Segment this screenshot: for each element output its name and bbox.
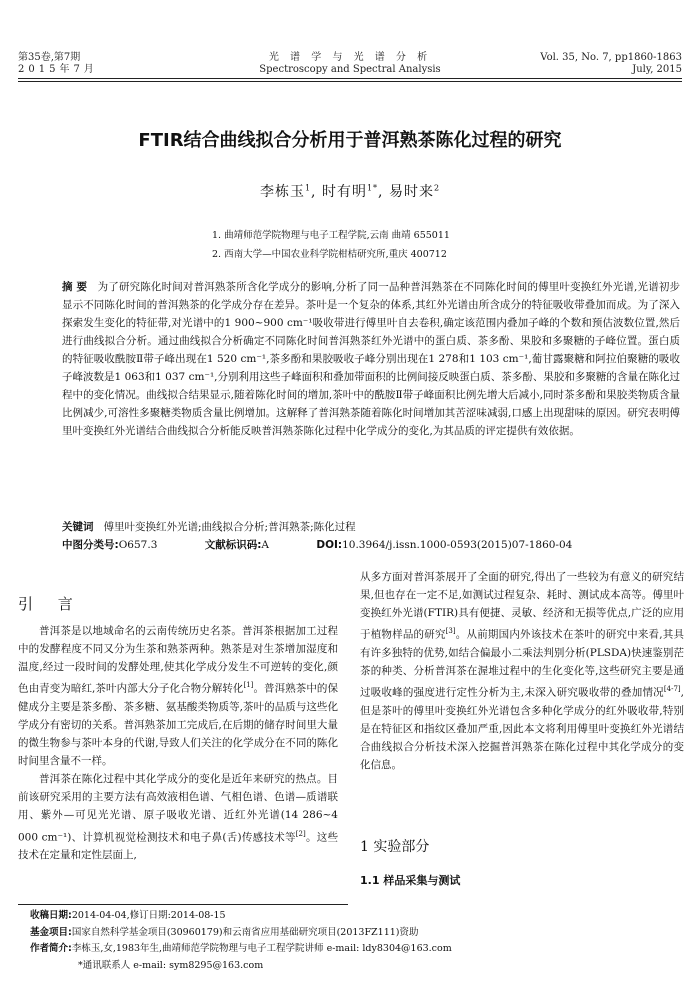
footnote-funding: 基金项目:国家自然科学基金项目(30960179)和云南省应用基础研究项目(2013FZ111)资助 (30, 926, 419, 938)
author-affil-mark: 2 (433, 183, 441, 193)
citation: [1] (243, 681, 254, 690)
doc-code-label: 文献标识码: (204, 539, 262, 551)
footnote-author: 作者简介:李栋玉,女,1983年生,曲靖师范学院物理与电子工程学院讲师 e-mail: ldy8304@163.com (30, 943, 452, 954)
intro-paragraph: 普洱茶是以地域命名的云南传统历史名茶。普洱茶根据加工过程中的发酵程度不同又分为生茶和熟茶两种。熟茶是对生茶增加湿度和温度,经过一段时间的发酵处理,使其化学成分发生不可逆转的变化,颜色由青变为暗红,茶叶内部大分子化合物分解转化[1]。普洱熟茶中的保健成分主要是茶多酚、茶多糖、氨基酸类物质等,茶叶的品质与这些化学成分有密切的关系。普洱熟茶加工完成后,在后期的储存时间里大量的微生物参与茶叶本身的代谢,导致人们关注的化学成分在不同的陈化时间里含量不一样。 (18, 625, 339, 768)
keywords-label: 关键词 (62, 521, 94, 533)
footnote-rule (18, 904, 348, 905)
citation: [2] (295, 829, 306, 838)
author-name: 易时来 (388, 184, 434, 200)
intro-body-continued (360, 568, 684, 774)
citation: [4-7] (663, 685, 681, 694)
journal-name-en: Spectroscopy and Spectral Analysis (259, 63, 441, 75)
citation: [3] (445, 627, 456, 636)
footnotes (30, 908, 680, 974)
paper-title: FTIR结合曲线拟合分析用于普洱熟茶陈化过程的研究 (138, 130, 562, 151)
author-name: 时有明 (321, 184, 367, 200)
subsection-heading: 1.1 样品采集与测试 (360, 874, 461, 887)
journal-name-cn: 光 谱 学 与 光 谱 分 析 (268, 52, 432, 63)
doi-label: DOI: (316, 539, 343, 551)
footnote-received: 收稿日期:2014-04-04,修订日期:2014-08-15 (30, 910, 226, 921)
volume-cn: 第35卷,第7期 (18, 52, 81, 63)
affiliation-1: 1. 曲靖师范学院物理与电子工程学院,云南 曲靖 655011 (212, 230, 450, 241)
header-rule-top (18, 78, 682, 79)
author-list: 李栋玉$^1$, 时有明$^{1*}$, 易时来$^2$ (259, 183, 441, 200)
abstract-label: 摘 要 (62, 281, 88, 293)
doc-code: A (261, 539, 270, 551)
header-rule-bottom (18, 81, 682, 82)
affiliations (212, 226, 450, 264)
running-header-right (540, 52, 682, 75)
date-en: July, 2015 (632, 63, 682, 75)
date-cn: 2015年7月 (18, 63, 98, 75)
keywords (62, 518, 680, 536)
clc-label: 中图分类号: (62, 539, 119, 551)
classification-line (62, 536, 680, 554)
doi: 10.3964/j.issn.1000-0593(2015)07-1860-04 (342, 539, 573, 551)
intro-paragraph: 从多方面对普洱茶展开了全面的研究,得出了一些较为有意义的研究结果,但也存在一定不足,如测试过程复杂、耗时、测试成本高等。傅里叶变换红外光谱(FTIR)具有便捷、灵敏、经济和无损等优点,广泛的应用于植物样品的研究[3]。从前期国内外该技术在茶叶的研究中来看,其具有许多独特的优势,如结合偏最小二乘法判别分析(PLSDA)快速鉴别茫茶的种类、分析普洱茶在渥堆过程中的生化变化等,这些研究主要是通过吸收峰的强度进行定性分析为主,未深入研究吸收带的叠加情况[4-7],但是茶叶的傅里叶变换红外光谱包含多种化学成分的红外吸收带,特别是在特征区和指纹区叠加严重,因此本文将利用傅里叶变换红外光谱结合曲线拟合分析技术深入挖掘普洱熟茶在陈化过程中其化学成分的变化信息。 (360, 571, 685, 771)
intro-paragraph: 普洱茶在陈化过程中其化学成分的变化是近年来研究的热点。目前该研究采用的主要方法有高效液相色谱、气相色谱、色谱—质谱联用、紫外—可见光光谱、原子吸收光谱、近红外光谱(14 286~4 000 cm⁻¹)、计算机视觉检测技术和电子鼻(舌)传感技术等[2]。这些技术在定量和定性层面上, (18, 773, 338, 862)
author-affil-mark: 1 (304, 183, 312, 193)
author-name: 李栋玉 (259, 184, 305, 200)
abstract (62, 278, 680, 440)
affiliation-2: 2. 西南大学—中国农业科学院柑桔研究所,重庆 400712 (212, 249, 447, 260)
clc-code: O657.3 (118, 539, 158, 551)
intro-body (18, 622, 338, 864)
footnote-corresponding: *通讯联系人 e-mail: sym8295@163.com (78, 959, 264, 971)
author-affil-mark: 1* (366, 183, 379, 193)
volume-en: Vol. 35, No. 7, pp1860-1863 (540, 52, 682, 63)
intro-heading: 引 言 (18, 595, 83, 613)
keywords-text: 傅里叶变换红外光谱;曲线拟合分析;普洱熟茶;陈化过程 (103, 521, 356, 533)
abstract-text: 为了研究陈化时间对普洱熟茶所含化学成分的影响,分析了同一品种普洱熟茶在不同陈化时间的傅里叶变换红外光谱,光谱初步显示不同陈化时间的普洱熟茶的化学成分存在差异。茶叶是一个复杂的体系,其红外光谱由所含成分的特征吸收带叠加而成。为了深入探索发生变化的特征带,对光谱中的1 900~900 cm⁻¹吸收带进行傅里叶自去卷积,确定该范围内叠加子峰的个数和预估波数位置,然后进行曲线拟合分析。通过曲线拟合分析确定不同陈化时间普洱熟茶红外光谱中的蛋白质、茶多酚、果胶和多聚糖的子峰位置。蛋白质的特征吸收酰胺Ⅱ带子峰出现在1 520 cm⁻¹,茶多酚和果胶吸收子峰分别出现在1 278和1 103 cm⁻¹,葡甘露聚糖和阿拉伯聚糖的吸收子峰波数是1 063和1 037 cm⁻¹,分别利用这些子峰面积和叠加带面积的比例间接反映蛋白质、茶多酚、果胶和多聚糖的含量在陈化过程中的变化情况。曲线拟合结果显示,随着陈化时间的增加,茶叶中的酰胺Ⅱ带子峰面积比例先增大后减小,同时茶多酚和果胶类物质含量比例减少,可溶性多聚糖类物质含量比例增加。这解释了普洱熟茶随着陈化时间增加其苦涩味减弱,口感上出现甜味的原因。研究表明傅里叶变换红外光谱结合曲线拟合分析能反映普洱熟茶陈化过程中化学成分的变化,为其品质的评定提供有效依据。 (62, 281, 681, 437)
section-heading: 1 实验部分 (360, 839, 430, 855)
